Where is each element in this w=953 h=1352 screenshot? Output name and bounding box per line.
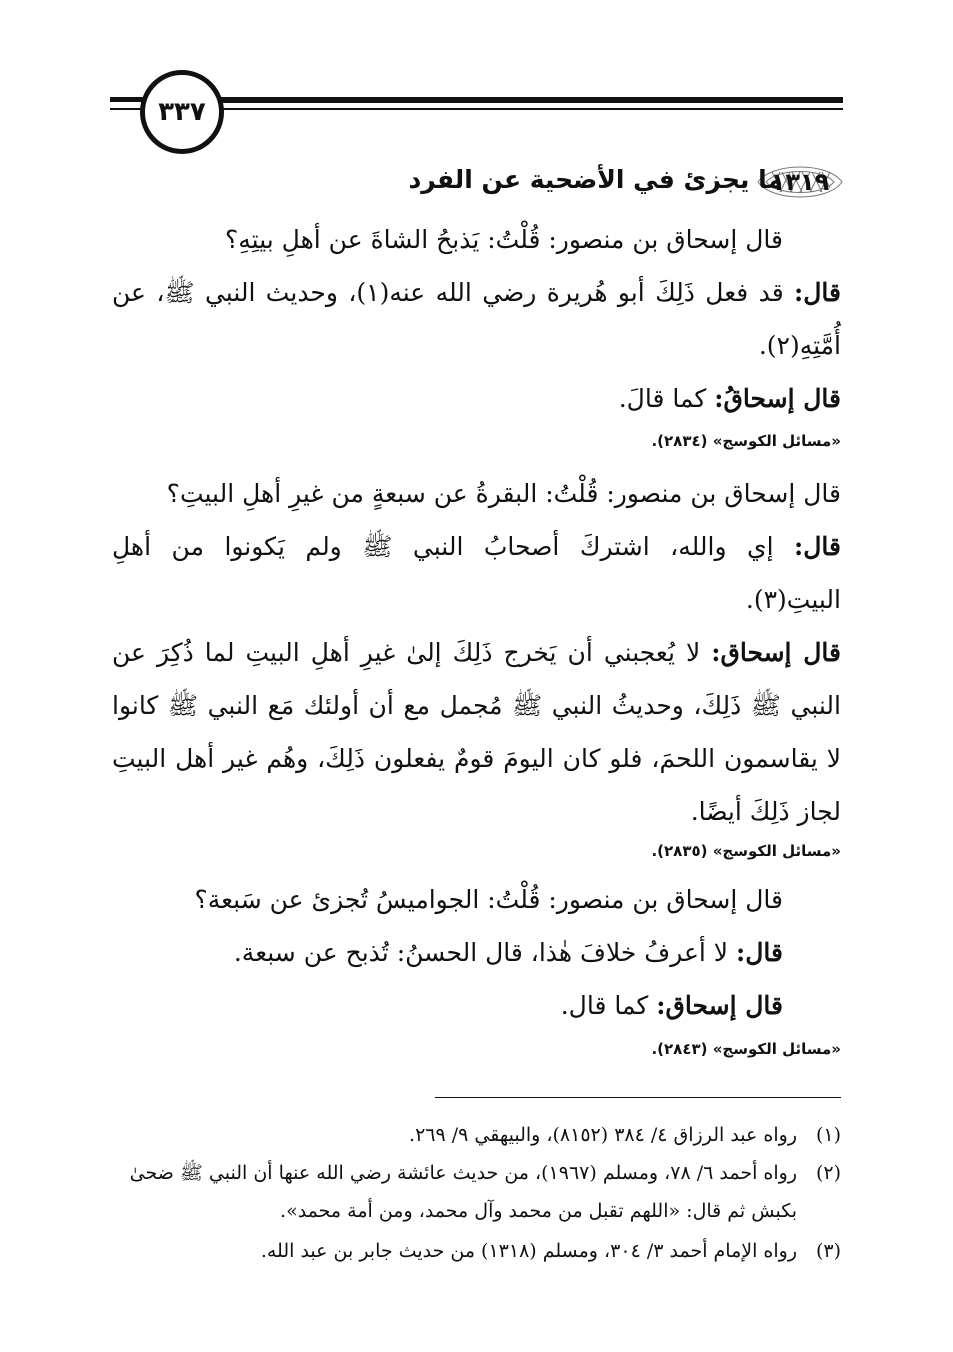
text-line <box>619 381 841 417</box>
header-rule <box>205 97 843 103</box>
footnote-text: رواه عبد الرزاق ٤/ ٣٨٤ (٨١٥٢)، والبيهقي ٩/ ٢٦٩. <box>409 1124 797 1146</box>
footnote <box>110 1158 841 1188</box>
line-text: قال إسحاق بن منصور: قُلْتُ: يَذبحُ الشاةَ عن أهلِ بيتِهِ؟ <box>225 225 783 254</box>
speaker-label: قال إسحاق: <box>656 991 783 1020</box>
text-line <box>112 688 841 724</box>
section-number: ١٣١٩ <box>770 168 830 196</box>
footnote-continuation: بكبش ثم قال: «اللهم تقبل من محمد وآل محمد، ومن أمة محمد». <box>280 1200 797 1222</box>
line-text: البيتِ(٣). <box>745 585 841 614</box>
line-text: النبي ﷺ ذَلِكَ، وحديثُ النبي ﷺ مُجمل مع أن أولئك مَع النبي ﷺ كانوا <box>112 691 841 720</box>
text-line <box>112 529 841 565</box>
text-line <box>561 988 783 1024</box>
line-text: كما قال. <box>560 991 657 1020</box>
line-text: إي والله، اشتركَ أصحابُ النبي ﷺ ولم يَكونوا من أهلِ <box>112 532 795 561</box>
line-text: قال إسحاق بن منصور: قُلْتُ: الجواميسُ تُجزئ عن سَبعة؟ <box>194 885 783 914</box>
footnote-text: رواه الإمام أحمد ٣/ ٣٠٤، ومسلم (١٣١٨) من حديث جابر بن عبد الله. <box>260 1240 797 1262</box>
text-line <box>759 328 841 364</box>
line-text: لا يقاسمون اللحمَ، فلو كان اليومَ قومٌ يفعلون ذَلِكَ، وهُم غير أهل البيتِ <box>112 744 841 773</box>
speaker-label: قال: <box>794 278 841 307</box>
text-line <box>746 582 841 618</box>
footnote-text: رواه أحمد ٦/ ٧٨، ومسلم (١٩٦٧)، من حديث عائشة رضي الله عنها أن النبي ﷺ ضحىٰ <box>129 1162 797 1184</box>
speaker-label: قال: <box>736 938 783 967</box>
text-line <box>194 882 783 918</box>
text-line <box>167 476 841 512</box>
text-line <box>225 222 783 258</box>
text-line <box>234 935 783 971</box>
footnote-separator <box>435 1097 841 1098</box>
footnote-number: (١) <box>815 1124 841 1146</box>
line-text: لا أعرفُ خلافَ هٰذا، قال الحسنُ: تُذبح عن سبعة. <box>233 938 737 967</box>
source-citation: «مسائل الكوسج» (٢٨٤٣). <box>651 1040 841 1058</box>
text-line <box>112 741 841 777</box>
footnote-number: (٢) <box>815 1162 841 1184</box>
source-citation: «مسائل الكوسج» (٢٨٣٤). <box>651 432 841 450</box>
page-number: ٣٣٧ <box>140 70 224 154</box>
section-title: ما يجزئ في الأضحية عن الفرد <box>408 165 783 194</box>
line-text: قال إسحاق بن منصور: قُلْتُ: البقرةُ عن سبعةٍ من غيرِ أهلِ البيتِ؟ <box>166 479 841 508</box>
speaker-label: قال إسحاقُ: <box>714 384 841 413</box>
speaker-label: قال: <box>794 532 841 561</box>
footnote <box>110 1120 841 1150</box>
line-text: قد فعل ذَلِكَ أبو هُريرة رضي الله عنه(١)، وحديث النبي ﷺ، عن <box>112 278 795 307</box>
header-rule-thin <box>205 108 843 110</box>
line-text: أُمَّتِهِ(٢). <box>758 331 841 360</box>
line-text: لجاز ذَلِكَ أيضًا. <box>690 797 841 826</box>
text-line <box>112 635 841 671</box>
footnote-number: (٣) <box>815 1240 841 1262</box>
text-line <box>691 794 841 830</box>
text-line <box>112 275 841 311</box>
line-text: كما قالَ. <box>618 384 715 413</box>
footnote <box>110 1236 841 1266</box>
source-citation: «مسائل الكوسج» (٢٨٣٥). <box>651 842 841 860</box>
speaker-label: قال إسحاق: <box>711 638 841 667</box>
line-text: لا يُعجبني أن يَخرج ذَلِكَ إلىٰ غيرِ أهلِ البيتِ لما ذُكِرَ عن <box>112 638 712 667</box>
